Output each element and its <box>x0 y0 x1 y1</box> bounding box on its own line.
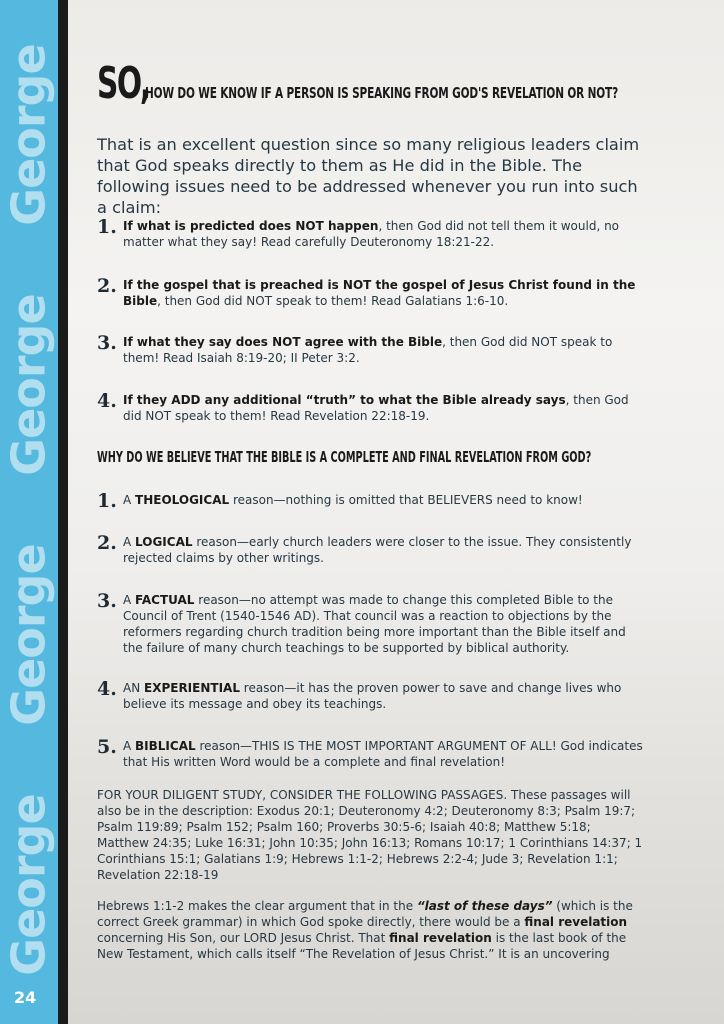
test-item <box>97 392 643 424</box>
reason-text: reason—no attempt was made to change this completed Bible to the Council of Trent (1540-1546 AD). That council was a reaction to objections by the reformers regarding church tradition being more important than the Bible itself and the failure of many church teachings to be supported by biblical authority. <box>123 593 626 655</box>
reason-text: reason—it has the proven power to save and change lives who believe its message and obey its teachings. <box>123 681 622 711</box>
reason-text: reason—THIS IS THE MOST IMPORTANT ARGUMENT OF ALL! God indicates that His written Word would be a complete and final revelation! <box>123 739 643 769</box>
reason-item: 3. A FACTUAL reason—no attempt was made to change this completed Bible to the Council of Trent (1540-1546 AD). That council was a reaction to objections by the reformers regarding church tradition being more important than the Bible itself and the failure of many church teachings to be supported by biblical authority. <box>97 590 626 655</box>
reason-bold: LOGICAL <box>135 535 193 549</box>
test-number: 3. <box>97 332 117 354</box>
test-bold: If they ADD any additional “truth” to what the Bible already says <box>123 393 566 407</box>
test-text: , then God did NOT speak to them! Read Revelation 22:18-19. <box>123 393 629 423</box>
reason-bold: EXPERIENTIAL <box>144 681 240 695</box>
brand-watermark: George <box>2 794 56 976</box>
study-passages: FOR YOUR DILIGENT STUDY, CONSIDER THE FOLLOWING PASSAGES. These passages will also be in the description: Exodus 20:1; Deuteronomy 4:2; Deuteronomy 8:3; Psalm 19:7; Psalm 119:89; Psalm 152; Psalm 160; Proverbs 30:5-6; Isaiah 40:8; Matthew 5:18; Matthew 24:35; Luke 16:31; John 10:35; John 16:13; Romans 10:17; 1 Corinthians 14:37; 1 Corinthians 15:1; Galatians 1:9; Hebrews 1:1-2; Hebrews 2:2-4; Jude 3; Revelation 1:1; Revelation 22:18-19 <box>97 788 643 882</box>
brand-watermark: George <box>2 294 56 476</box>
reason-bold: THEOLOGICAL <box>135 493 230 507</box>
reason-number: 4. <box>97 678 117 700</box>
test-item <box>97 218 643 250</box>
reason-number: 3. <box>97 590 117 612</box>
test-bold: If the gospel that is preached is NOT the gospel of Jesus Christ found in the Bible <box>123 278 636 308</box>
test-text: , then God did NOT speak to them! Read Galatians 1:6-10. <box>157 294 509 308</box>
test-text: , then God did not tell them it would, no matter what they say! Read carefully Deuteronomy 18:21-22. <box>123 219 620 249</box>
page-content <box>97 58 645 961</box>
reason-number: 1. <box>97 490 117 512</box>
final-revelation: final revelation <box>389 931 492 945</box>
closing-paragraph: Hebrews 1:1-2 makes the clear argument that in the “last of these days” (which is the correct Greek grammar) in which God spoke directly, there would be a final revelation concerning His Son, our LORD Jesus Christ. That final revelation is the last book of the New Testament, which calls itself “The Revelation of Jesus Christ.” It is an uncovering <box>97 899 633 961</box>
title-question: HOW DO WE KNOW IF A PERSON IS SPEAKING FROM GOD'S REVELATION OR NOT? <box>145 84 619 102</box>
reason-item: 4. AN EXPERIENTIAL reason—it has the proven power to save and change lives who believe its message and obey its teachings. <box>97 678 622 711</box>
sidebar-divider <box>58 0 68 1024</box>
reason-bold: BIBLICAL <box>135 739 196 753</box>
reason-bold: FACTUAL <box>135 593 195 607</box>
brand-watermark: George <box>2 544 56 726</box>
final-revelation: final revelation <box>524 915 628 929</box>
reason-item: 2. A LOGICAL reason—early church leaders were closer to the issue. They consistently rejected claims by other writings. <box>97 532 632 565</box>
sidebar <box>0 0 58 1024</box>
reason-number: 2. <box>97 532 117 554</box>
page-number: 24 <box>14 988 37 1007</box>
test-number: 1. <box>97 216 117 238</box>
test-item <box>97 277 643 309</box>
test-bold: If what is predicted does NOT happen <box>123 219 379 233</box>
brand-watermark: George <box>2 44 56 226</box>
intro-paragraph: That is an excellent question since so many religious leaders claim that God speaks directly to them as He did in the Bible. The following issues need to be addressed whenever you run into such a claim: <box>97 135 640 217</box>
test-item <box>97 334 643 366</box>
reason-number: 5. <box>97 736 117 758</box>
section-subheading: WHY DO WE BELIEVE THAT THE BIBLE IS A COMPLETE AND FINAL REVELATION FROM GOD? <box>97 448 592 466</box>
reason-text: reason—nothing is omitted that BELIEVERS need to know! <box>229 493 583 507</box>
page-title <box>97 58 645 109</box>
test-bold: If what they say does NOT agree with the Bible <box>123 335 443 349</box>
reason-item: 1. A THEOLOGICAL reason—nothing is omitted that BELIEVERS need to know! <box>97 490 583 512</box>
title-so: SO, <box>97 58 150 109</box>
emphasis-phrase: “last of these days” <box>416 899 553 913</box>
reason-text: reason—early church leaders were closer to the issue. They consistently rejected claims by other writings. <box>123 535 632 565</box>
test-number: 2. <box>97 275 117 297</box>
test-number: 4. <box>97 390 117 412</box>
reason-item: 5. A BIBLICAL reason—THIS IS THE MOST IMPORTANT ARGUMENT OF ALL! God indicates that His written Word would be a complete and final revelation! <box>97 736 643 769</box>
test-text: , then God did NOT speak to them! Read Isaiah 8:19-20; II Peter 3:2. <box>123 335 613 365</box>
